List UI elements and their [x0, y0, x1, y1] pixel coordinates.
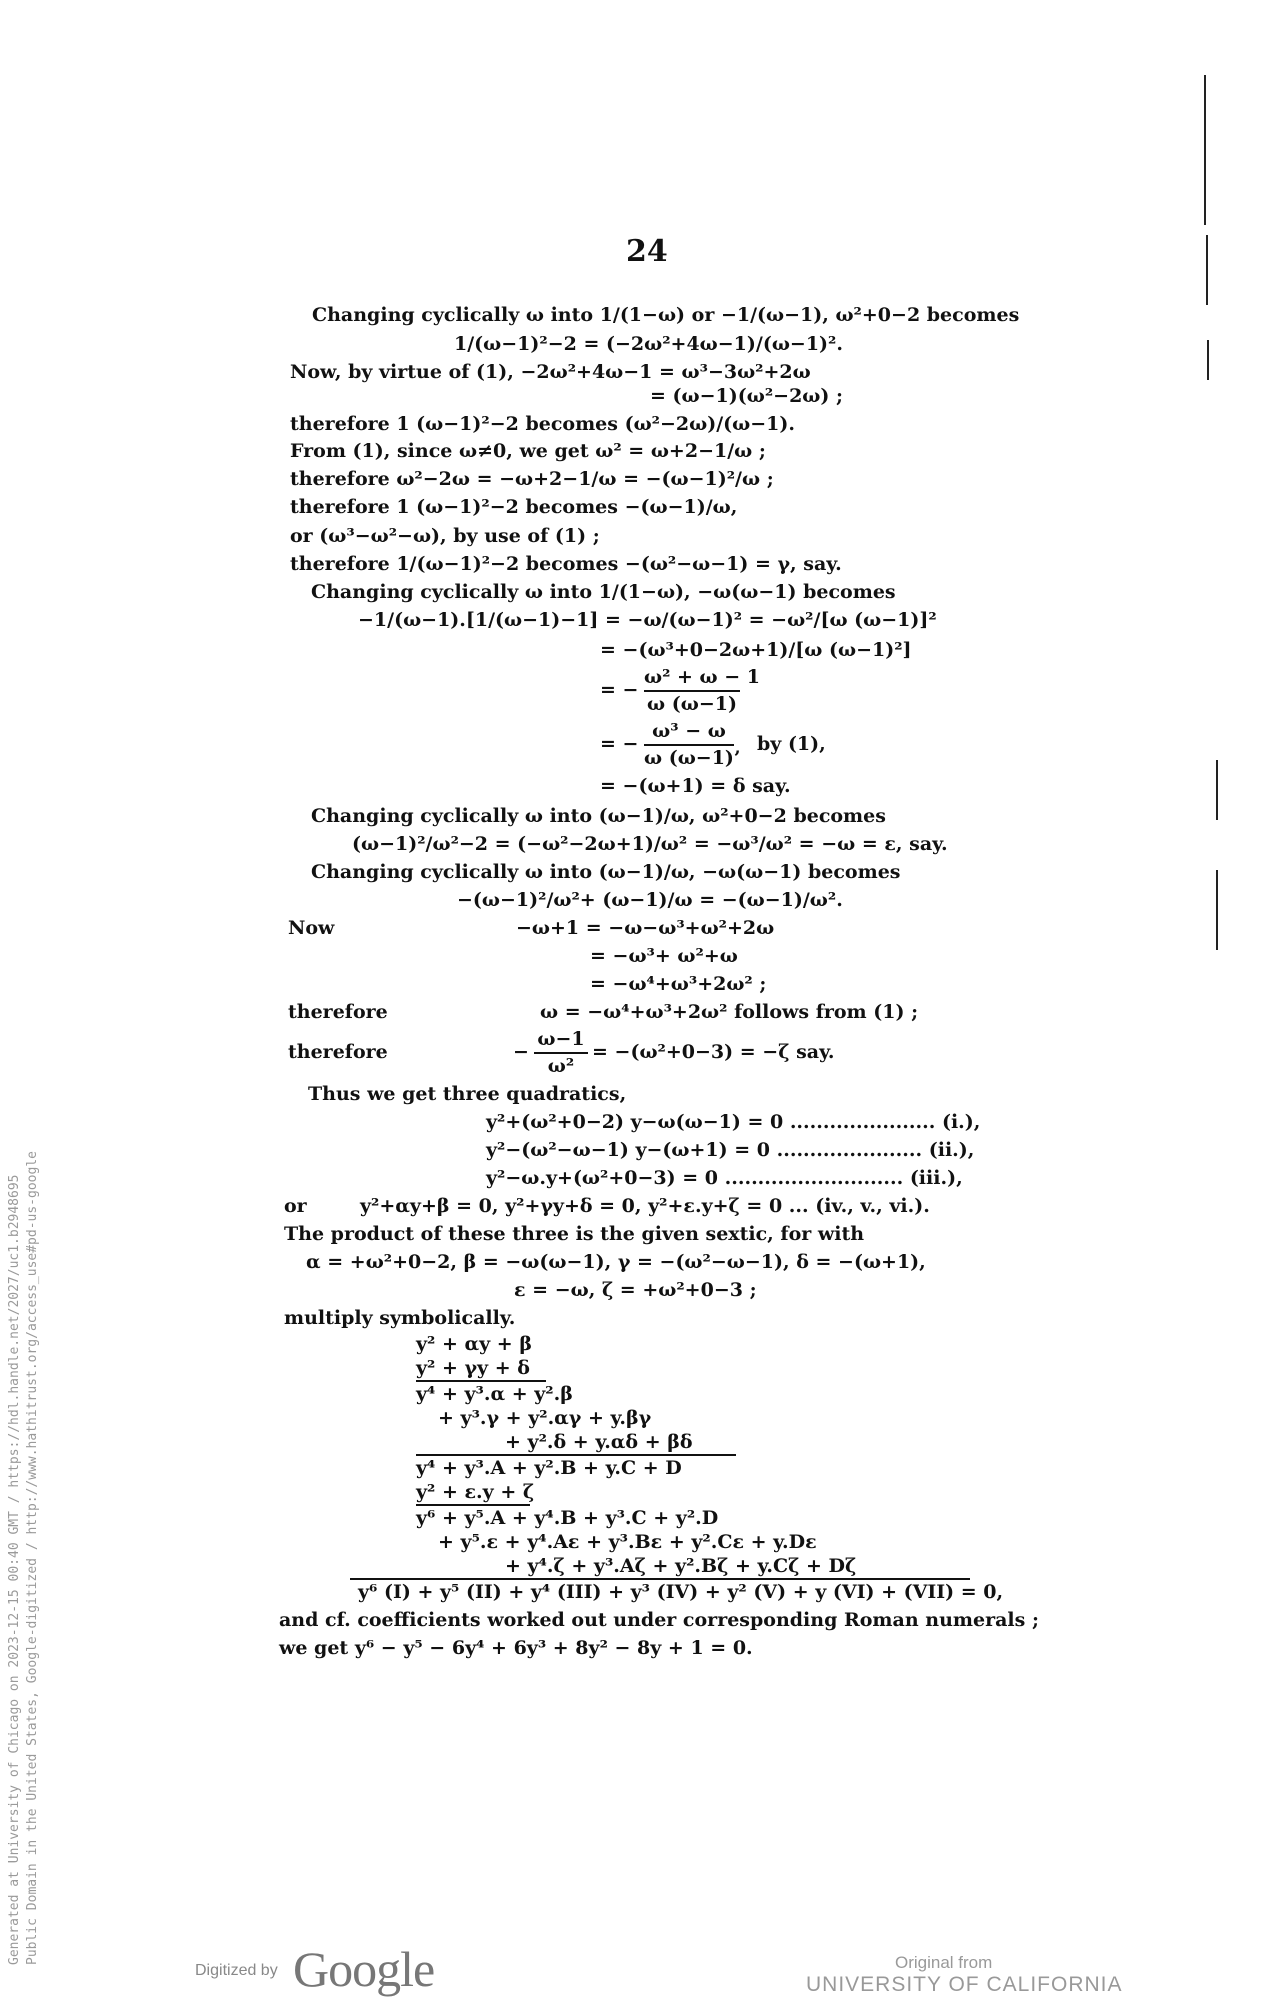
equation-line: = −ω³+ ω²+ω: [590, 945, 738, 967]
equation-line: y²−ω.y+(ω²+0−3) = 0 ........................... (iii.),: [486, 1167, 963, 1189]
equals-minus: = −: [600, 733, 639, 755]
text-line: Thus we get three quadratics,: [308, 1083, 627, 1105]
digitized-by-label: Digitized by: [195, 1962, 278, 1979]
text-line: Changing cyclically ω into 1/(1−ω), −ω(ω−1) becomes: [311, 581, 896, 603]
equation-note: by (1),: [757, 733, 826, 755]
page-edge-mark: [1216, 870, 1218, 950]
equation-line: ω = −ω⁴+ω³+2ω² follows from (1) ;: [540, 1001, 919, 1023]
equation-line: = −(ω+1) = δ say.: [600, 775, 791, 797]
equation-line: 1/(ω−1)²−2 = (−2ω²+4ω−1)/(ω−1)².: [454, 333, 843, 355]
fraction-numerator: ω² + ω − 1: [644, 666, 761, 688]
result-line: we get y⁶ − y⁵ − 6y⁴ + 6y³ + 8y² − 8y + 1 = 0.: [279, 1637, 753, 1659]
text-line: Now, by virtue of (1), −2ω²+4ω−1 = ω³−3ω²+2ω: [290, 361, 811, 383]
multiplication-row: y⁶ + y⁵.A + y⁴.B + y³.C + y².D: [416, 1507, 719, 1529]
equation-line: = −(ω³+0−2ω+1)/[ω (ω−1)²]: [600, 639, 912, 661]
line-label: therefore: [288, 1041, 388, 1063]
page-number: 24: [626, 234, 668, 269]
multiplication-row: + y⁵.ε + y⁴.Aε + y³.Bε + y².Cε + y.Dε: [438, 1531, 817, 1553]
text-line: From (1), since ω≠0, we get ω² = ω+2−1/ω ;: [290, 440, 766, 462]
text-line: Changing cyclically ω into (ω−1)/ω, −ω(ω−1) becomes: [311, 861, 901, 883]
fraction-numerator: ω−1: [537, 1028, 585, 1050]
text-line: The product of these three is the given sextic, for with: [284, 1223, 865, 1245]
page-edge-mark: [1207, 340, 1209, 380]
watermark-line: Public Domain in the United States, Google-digitized / http://www.hathitrust.org/access_use#pd-us-google: [25, 1151, 40, 1965]
multiplication-row: + y².δ + y.αδ + βδ: [505, 1431, 693, 1453]
text-line: therefore 1 (ω−1)²−2 becomes (ω²−2ω)/(ω−1).: [290, 413, 795, 435]
hathitrust-watermark: [6, 1151, 42, 1965]
text-line: Changing cyclically ω into 1/(1−ω) or −1/(ω−1), ω²+0−2 becomes: [312, 304, 1020, 326]
multiplication-row: y⁴ + y³.A + y².B + y.C + D: [416, 1457, 682, 1479]
original-from-label: Original from: [895, 1953, 993, 1972]
university-label: UNIVERSITY OF CALIFORNIA: [806, 1973, 1123, 1996]
equation-line: y²−(ω²−ω−1) y−(ω+1) = 0 ...................... (ii.),: [486, 1139, 975, 1161]
line-label: Now: [288, 917, 335, 939]
page-edge-mark: [1204, 75, 1206, 225]
equals-minus: −: [513, 1041, 529, 1063]
equation-line: −ω+1 = −ω−ω³+ω²+2ω: [516, 917, 775, 939]
text-line: therefore 1/(ω−1)²−2 becomes −(ω²−ω−1) = γ, say.: [290, 553, 842, 575]
multiplication-row: + y³.γ + y².αγ + y.βγ: [438, 1407, 652, 1429]
line-label: therefore: [288, 1001, 388, 1023]
watermark-line: Generated at University of Chicago on 2023-12-15 00:40 GMT / https://hdl.handle.net/2027/uc1.b2948695: [7, 1174, 22, 1965]
text-line: multiply symbolically.: [284, 1307, 516, 1329]
equation-line: −1/(ω−1).[1/(ω−1)−1] = −ω/(ω−1)² = −ω²/[ω (ω−1)]²: [358, 609, 937, 631]
equation-line: y²+αy+β = 0, y²+γy+δ = 0, y²+ε.y+ζ = 0 ... (iv., v., vi.).: [360, 1195, 930, 1217]
equation-line: = −(ω²+0−3) = −ζ say.: [592, 1041, 835, 1063]
line-label: or: [284, 1195, 307, 1217]
fraction-denominator: ω (ω−1): [647, 693, 737, 715]
multiplication-row: y⁴ + y³.α + y².β: [416, 1383, 573, 1405]
fraction-numerator: ω³ − ω: [652, 720, 726, 742]
equation-line: −(ω−1)²/ω²+ (ω−1)/ω = −(ω−1)/ω².: [457, 889, 843, 911]
text-line: therefore ω²−2ω = −ω+2−1/ω = −(ω−1)²/ω ;: [290, 468, 774, 490]
equals-minus: = −: [600, 679, 639, 701]
fraction-denominator: ω (ω−1)’: [644, 747, 741, 769]
text-line: and cf. coefficients worked out under corresponding Roman numerals ;: [279, 1609, 1039, 1631]
equation-line: ε = −ω, ζ = +ω²+0−3 ;: [514, 1279, 757, 1301]
fraction-denominator: ω²: [547, 1055, 575, 1077]
equation-line: = (ω−1)(ω²−2ω) ;: [650, 385, 843, 407]
equation-line: = −ω⁴+ω³+2ω² ;: [590, 973, 767, 995]
google-logo: Google: [293, 1941, 435, 1997]
equation-line: y²+(ω²+0−2) y−ω(ω−1) = 0 ...................... (i.),: [486, 1111, 981, 1133]
page-edge-mark: [1216, 760, 1218, 820]
equation-line: α = +ω²+0−2, β = −ω(ω−1), γ = −(ω²−ω−1), δ = −(ω+1),: [306, 1251, 926, 1273]
text-line: therefore 1 (ω−1)²−2 becomes −(ω−1)/ω,: [290, 496, 738, 518]
multiplication-row: y² + γy + δ: [416, 1357, 530, 1379]
text-line: Changing cyclically ω into (ω−1)/ω, ω²+0−2 becomes: [311, 805, 886, 827]
multiplication-row: y² + αy + β: [416, 1333, 532, 1355]
text-line: or (ω³−ω²−ω), by use of (1) ;: [290, 525, 600, 547]
multiplication-row: y² + ε.y + ζ: [416, 1481, 535, 1503]
product-line: y⁶ (I) + y⁵ (II) + y⁴ (III) + y³ (IV) + y² (V) + y (VI) + (VII) = 0,: [358, 1581, 1004, 1603]
equation-line: (ω−1)²/ω²−2 = (−ω²−2ω+1)/ω² = −ω³/ω² = −ω = ε, say.: [352, 833, 948, 855]
multiplication-row: + y⁴.ζ + y³.Aζ + y².Bζ + y.Cζ + Dζ: [505, 1555, 857, 1577]
page-edge-mark: [1206, 235, 1208, 305]
